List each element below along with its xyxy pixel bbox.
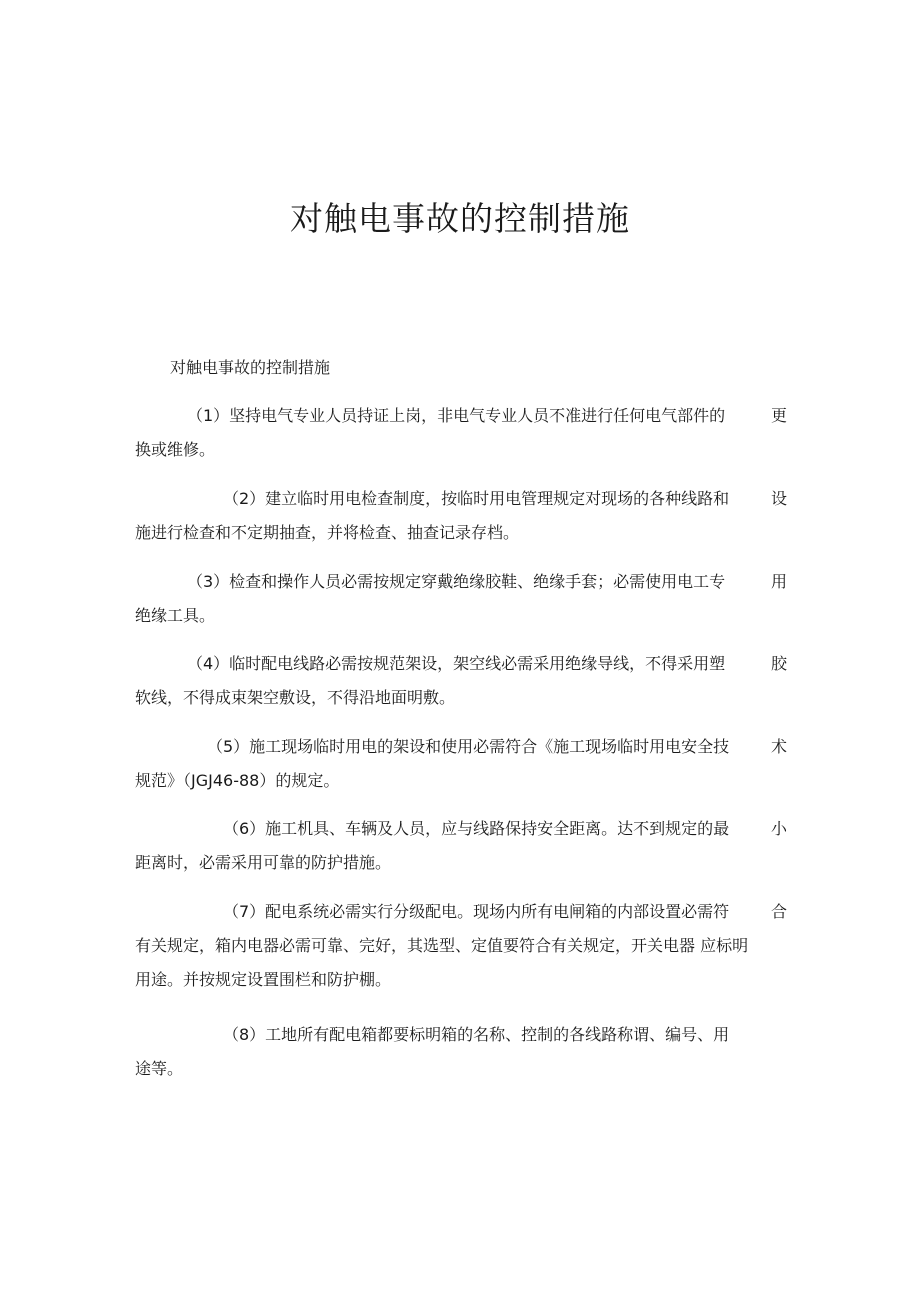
paragraph-7-line-1-tail: 合 xyxy=(770,902,787,921)
paragraph-8-line-2: 途等。 xyxy=(135,1059,184,1078)
paragraph-2-line-1: （2）建立临时用电检查制度，按临时用电管理规定对现场的各种线路和 设 xyxy=(135,482,787,516)
paragraph-7-line-3: 用途。并按规定设置围栏和防护棚。 xyxy=(135,970,392,989)
paragraph-6 xyxy=(135,812,787,880)
paragraph-1 xyxy=(135,399,787,467)
paragraph-5 xyxy=(135,730,787,798)
paragraph-8 xyxy=(135,1018,787,1086)
paragraph-3-line-2: 绝缘工具。 xyxy=(135,606,216,625)
paragraph-5-line-1-tail: 术 xyxy=(770,737,787,756)
paragraph-1-line-1: （1）坚持电气专业人员持证上岗，非电气专业人员不准进行任何电气部件的 更 xyxy=(135,399,787,433)
paragraph-1-line-1-tail: 更 xyxy=(770,406,787,425)
paragraph-4 xyxy=(135,647,787,715)
paragraph-3-line-1-tail: 用 xyxy=(770,572,787,591)
paragraph-3 xyxy=(135,565,787,633)
paragraph-4-line-2: 软线，不得成束架空敷设，不得沿地面明敷。 xyxy=(135,688,456,707)
paragraph-5-line-1: （5）施工现场临时用电的架设和使用必需符合《施工现场临时用电安全技 术 xyxy=(135,730,787,764)
paragraph-1-line-2: 换或维修。 xyxy=(135,440,216,459)
paragraph-8-line-1: （8）工地所有配电箱都要标明箱的名称、控制的各线路称谓、编号、用 xyxy=(223,1025,730,1044)
paragraph-6-line-2: 距离时，必需采用可靠的防护措施。 xyxy=(135,853,392,872)
paragraph-6-line-1: （6）施工机具、车辆及人员，应与线路保持安全距离。达不到规定的最 小 xyxy=(135,812,787,846)
document-title: 对触电事故的控制措施 xyxy=(290,199,630,238)
paragraph-2-line-2: 施进行检查和不定期抽查，并将检查、抽查记录存档。 xyxy=(135,523,520,542)
paragraph-7-line-2: 有关规定，箱内电器必需可靠、完好，其选型、定值要符合有关规定，开关电器 应标明 xyxy=(135,936,749,955)
paragraph-2 xyxy=(135,482,787,550)
paragraph-4-line-1: （4）临时配电线路必需按规范架设，架空线必需采用绝缘导线，不得采用塑 胶 xyxy=(135,647,787,681)
paragraph-4-line-1-tail: 胶 xyxy=(770,654,787,673)
paragraph-5-line-2: 规范》（JGJ46-88）的规定。 xyxy=(135,771,340,790)
paragraph-6-line-1-tail: 小 xyxy=(770,819,787,838)
section-heading: 对触电事故的控制措施 xyxy=(170,358,331,377)
paragraph-7-line-1: （7）配电系统必需实行分级配电。现场内所有电闸箱的内部设置必需符 合 xyxy=(135,895,787,929)
paragraph-2-line-1-tail: 设 xyxy=(770,489,787,508)
paragraph-7 xyxy=(135,895,787,997)
paragraph-3-line-1: （3）检查和操作人员必需按规定穿戴绝缘胶鞋、绝缘手套；必需使用电工专 用 xyxy=(135,565,787,599)
